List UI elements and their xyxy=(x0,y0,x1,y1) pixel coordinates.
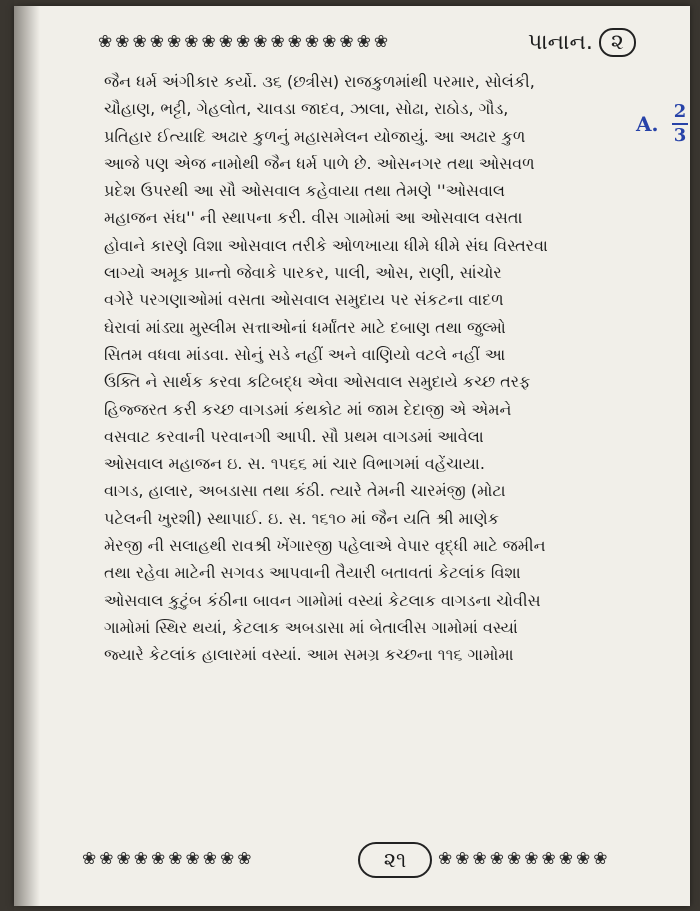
text-line: ગામોમાં સ્થિર થયાં, કેટલાક અબડાસા માં બેતાલીસ ગામોમાં વસ્યાં xyxy=(104,617,518,637)
footer-ornament-right: ❀❀❀❀❀❀❀❀❀❀ xyxy=(438,849,611,869)
page-number-handwritten: ૨ xyxy=(599,28,636,57)
text-line: સિતમ વધવા માંડવા. સોનું સડે નહીં અને વાણિયો વટલે નહીં આ xyxy=(104,344,506,364)
margin-note: A. xyxy=(636,112,659,136)
margin-fraction xyxy=(672,102,688,146)
text-line: મેરજી ની સલાહથી રાવશ્રી ખેંગારજી પહેલાએ વેપાર વૃદ્ધી માટે જમીન xyxy=(104,536,546,556)
text-line: આજે પણ એજ નામોથી જૈન ધર્મ પાળે છે. ઓસનગર તથા ઓસવળ xyxy=(104,153,535,173)
header-ornament: ❀❀❀❀❀❀❀❀❀❀❀❀❀❀❀❀❀ xyxy=(98,32,392,52)
fraction-denominator: 3 xyxy=(673,125,687,146)
text-line: વાગડ, હાલાર, અબડાસા તથા કંઠી. ત્યારે તેમની ચારમંજી (મોટા xyxy=(104,481,506,501)
text-line: મહાજન સંઘ'' ની સ્થાપના કરી. વીસ ગામોમાં આ ઓસવાલ વસતા xyxy=(104,208,523,228)
text-line: પ્રદેશ ઉપરથી આ સૌ ઓસવાલ કહેવાયા તથા તેમણે ''ઓસવાલ xyxy=(104,181,506,201)
text-line: વસવાટ કરવાની પરવાનગી આપી. સૌ પ્રથમ વાગડમાં આવેલા xyxy=(104,426,484,446)
book-page xyxy=(14,6,690,906)
page-label-text: પાનાન. xyxy=(528,30,593,55)
text-line: ચૌહાણ, ભટ્ટી, ગેહલોત, ચાવડા જાદવ, ઝાલા, સોઢા, રાઠોડ, ગૌડ, xyxy=(104,99,509,119)
text-line: હિજ્જરત કરી કચ્છ વાગડમાં કંથકોટ માં જામ દેદાજી એ એમને xyxy=(104,399,512,419)
text-line: પ્રતિહાર ઈત્યાદિ અઢાર કુળનું મહાસમેલન યોજાયું. આ અઢાર કુળ xyxy=(104,126,526,146)
text-line: લાગ્યો અમૂક પ્રાન્તો જેવાકે પારકર, પાલી, ઓસ, રાણી, સાંચોર xyxy=(104,263,502,283)
body-text xyxy=(104,68,664,669)
text-line: ઉક્તિ ને સાર્થક કરવા કટિબદ્ધ એવા ઓસવાલ સમુદાયે કચ્છ તરફ xyxy=(104,372,531,392)
text-line: જૈન ધર્મ અંગીકાર કર્યો. ૩૬ (છત્રીસ) રાજકુળમાંથી પરમાર, સોલંકી, xyxy=(104,72,535,91)
text-line: પટેલની ખુરશી) સ્થાપાઈ. ઇ. સ. ૧૬૧૦ માં જૈન યતિ શ્રી માણેક xyxy=(104,508,499,528)
footer-ornament-left: ❀❀❀❀❀❀❀❀❀❀ xyxy=(82,849,255,869)
text-line: હોવાને કારણે વિશા ઓસવાલ તરીકે ઓળખાયા ધીમે ધીમે સંઘ વિસ્તરવા xyxy=(104,235,548,255)
text-line: ઓસવાલ મહાજન ઇ. સ. ૧૫૬૬ માં ચાર વિભાગમાં વહેંચાયા. xyxy=(104,454,485,474)
text-line: ઓસવાલ કુટુંબ કંઠીના બાવન ગામોમાં વસ્યાં કેટલાક વાગડના ચોવીસ xyxy=(104,590,541,610)
folio-page-number: ૨૧ xyxy=(358,842,432,878)
text-line: ઘેરાવાં માંડ્યા મુસ્લીમ સત્તાઓનાં ધર્માંતર માટે દબાણ તથા જુલ્મો xyxy=(104,317,506,337)
text-line: વગેરે પરગણાઓમાં વસતા ઓસવાલ સમુદાય પર સંકટના વાદળ xyxy=(104,290,504,310)
fraction-numerator: 2 xyxy=(673,101,687,122)
text-line: તથા રહેવા માટેની સગવડ આપવાની તૈયારી બતાવતાં કેટલાંક વિશા xyxy=(104,563,521,583)
page-label xyxy=(528,28,636,57)
text-line: જ્યારે કેટલાંક હાલારમાં વસ્યાં. આમ સમગ્ર કચ્છના ૧૧૬ ગામોમા xyxy=(104,645,514,665)
